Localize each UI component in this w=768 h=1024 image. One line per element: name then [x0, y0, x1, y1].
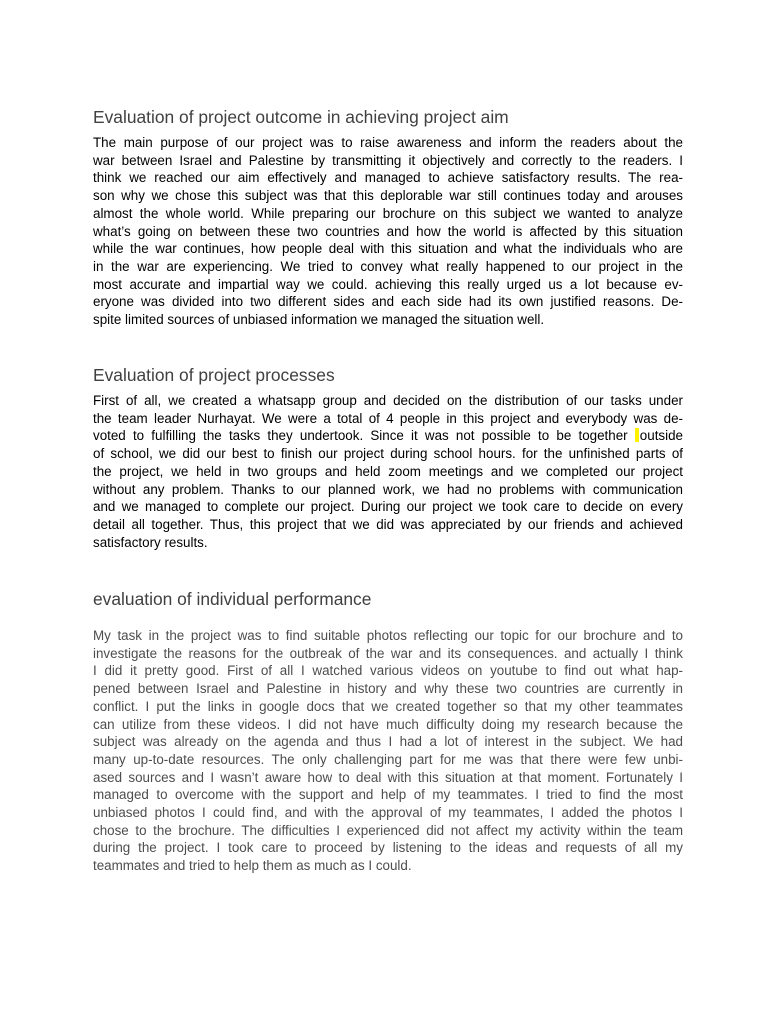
paragraph-line: what’s going on between these two countries and how the world is affected by this situation [93, 223, 683, 239]
section-project-processes [93, 364, 683, 551]
paragraph-line: and we managed to complete our project. During our project we took care to decide on every [93, 499, 683, 515]
section-paragraph [93, 134, 683, 329]
section-paragraph [93, 627, 683, 875]
paragraph-line: without any problem. Thanks to our planned work, we had no problems with communication [93, 481, 683, 497]
paragraph-line: can utilize from these videos. I did not have much difficulty doing my research because the [93, 716, 683, 732]
paragraph-line: think we reached our aim effectively and managed to achieve satisfactory results. The rea- [93, 170, 683, 186]
section-heading: Evaluation of project outcome in achieving project aim [93, 107, 509, 127]
paragraph-line: the team leader Nurhayat. We were a total of 4 people in this project and everybody was de- [93, 410, 683, 426]
paragraph-line: ased sources and I wasn’t aware how to deal with this situation at that moment. Fortunately I [93, 769, 683, 785]
paragraph-line: almost the whole world. While preparing our brochure on this subject we wanted to analyze [93, 205, 683, 221]
paragraph-line: investigate the reasons for the outbreak of the war and its consequences. and actually I think [93, 645, 683, 661]
paragraph-line: teammates and tried to help them as much as I could. [93, 858, 412, 874]
paragraph-line: in the war are experiencing. We tried to convey what really happened to our project in the [93, 258, 683, 274]
highlight-mark [635, 428, 639, 442]
paragraph-line-end: outside [639, 428, 683, 444]
paragraph-line: most accurate and impartial way we could. achieving this really urged us a lot because ev- [93, 276, 683, 292]
paragraph-line-start: voted to fulfilling the tasks they undertook. Since it was not possible to be together [93, 428, 628, 444]
paragraph-line: subject was already on the agenda and thus I had a lot of interest in the subject. We had [93, 734, 683, 750]
paragraph-line-with-highlight [93, 427, 683, 445]
paragraph-line: conflict. I put the links in google docs that we created together so that my other teammates [93, 698, 683, 714]
paragraph-line: during the project. I took care to proceed by listening to the ideas and requests of all my [93, 840, 683, 856]
paragraph-line: detail all together. Thus, this project that we did was appreciated by our friends and achieved [93, 516, 683, 532]
paragraph-line: while the war continues, how people deal with this situation and what the individuals who are [93, 241, 683, 257]
paragraph-line: First of all, we created a whatsapp group and decided on the distribution of our tasks under [93, 393, 683, 408]
section-heading: Evaluation of project processes [93, 365, 335, 385]
paragraph-line: I did it pretty good. First of all I watched various videos on youtube to find out what hap- [93, 663, 683, 679]
paragraph-line: chose to the brochure. The difficulties I experienced did not affect my activity within the team [93, 822, 683, 838]
paragraph-line: unbiased photos I could find, and with the approval of my teammates, I added the photos I [93, 805, 683, 821]
paragraph-line: son why we chose this subject was that this deplorable war still continues today and arouses [93, 188, 683, 204]
paragraph-line: eryone was divided into two different sides and each side had its own justified reasons. De- [93, 294, 683, 310]
paragraph-line: war between Israel and Palestine by transmitting it objectively and correctly to the readers. I [93, 152, 683, 168]
paragraph-line: satisfactory results. [93, 534, 208, 550]
paragraph-line: many up-to-date resources. The only challenging part for me was that there were few unbi- [93, 751, 683, 767]
section-individual-performance [93, 588, 683, 875]
paragraph-line: The main purpose of our project was to raise awareness and inform the readers about the [93, 135, 683, 150]
paragraph-line: of school, we did our best to finish our project during school hours. for the unfinished parts of [93, 446, 683, 462]
section-heading: evaluation of individual performance [93, 589, 372, 609]
paragraph-line: managed to overcome with the support and help of my teammates. I tried to find the most [93, 787, 683, 803]
paragraph-line: My task in the project was to find suitable photos reflecting our topic for our brochure and to [93, 628, 683, 643]
paragraph-line: the project, we held in two groups and held zoom meetings and we completed our project [93, 463, 683, 479]
section-project-outcome [93, 106, 683, 329]
paragraph-line: pened between Israel and Palestine in history and why these two countries are currently in [93, 681, 683, 697]
paragraph-line: spite limited sources of unbiased information we managed the situation well. [93, 312, 545, 328]
section-paragraph [93, 392, 683, 551]
